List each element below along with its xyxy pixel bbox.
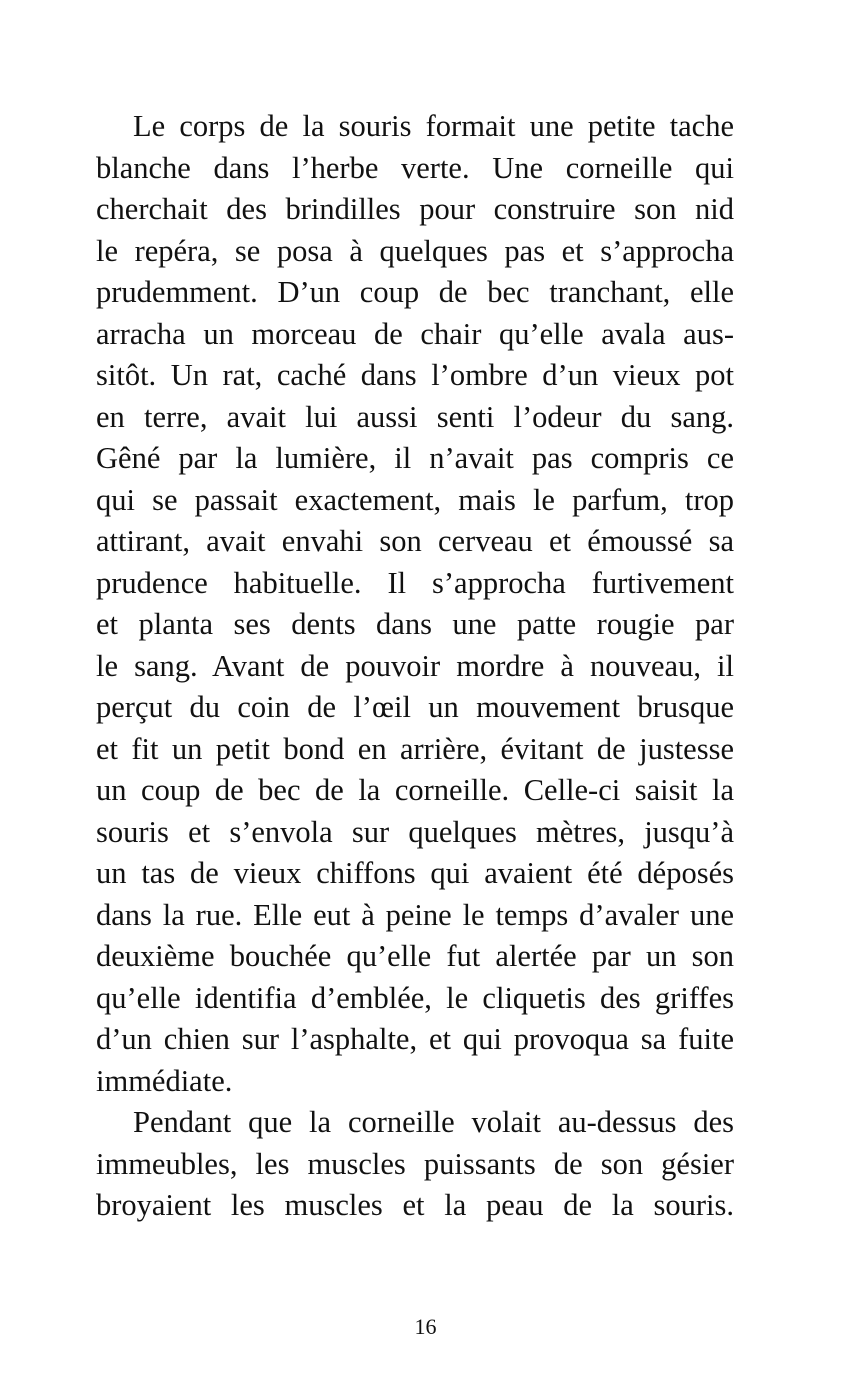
paragraph-1-line: le sang. Avant de pouvoir mordre à nouveau, il bbox=[96, 648, 734, 683]
paragraph-1-line: et planta ses dents dans une patte rougie par bbox=[96, 607, 734, 641]
paragraph-2-line: Pendant que la corneille volait au-dessus des bbox=[133, 1105, 734, 1139]
paragraph-1-line: un tas de vieux chiffons qui avaient été déposés bbox=[96, 856, 734, 890]
paragraph-2-line: immeubles, les muscles puissants de son gésier bbox=[96, 1146, 734, 1181]
paragraph-1-line: immédiate. bbox=[96, 1063, 233, 1098]
paragraph-1-line: blanche dans l’herbe verte. Une corneille qui bbox=[96, 150, 734, 185]
paragraph-1-line: et fit un petit bond en arrière, évitant de justesse bbox=[96, 731, 734, 766]
paragraph-1-line: d’un chien sur l’asphalte, et qui provoqua sa fuite bbox=[96, 1022, 734, 1056]
paragraph-1-line: deuxième bouchée qu’elle fut alertée par un son bbox=[96, 939, 734, 973]
page-number: 16 bbox=[414, 1314, 437, 1339]
paragraph-1-line: Le corps de la souris formait une petite tache bbox=[133, 109, 734, 143]
paragraph-2-line: broyaient les muscles et la peau de la souris. bbox=[96, 1188, 734, 1222]
paragraph-1-line: dans la rue. Elle eut à peine le temps d’avaler une bbox=[96, 897, 734, 932]
paragraph-1-line: Gêné par la lumière, il n’avait pas compris ce bbox=[96, 441, 734, 475]
paragraph-1-line: attirant, avait envahi son cerveau et émoussé sa bbox=[96, 524, 734, 558]
paragraph-1-line: souris et s’envola sur quelques mètres, jusqu’à bbox=[96, 814, 734, 849]
body-text bbox=[96, 106, 734, 1227]
paragraph-1-line: perçut du coin de l’œil un mouvement brusque bbox=[96, 690, 734, 724]
paragraph-1-line: arracha un morceau de chair qu’elle avala aus- bbox=[96, 316, 734, 351]
paragraph-1-line: un coup de bec de la corneille. Celle-ci saisit la bbox=[96, 773, 734, 807]
paragraph-1-line: prudemment. D’un coup de bec tranchant, elle bbox=[96, 275, 734, 309]
paragraph-1-line: qu’elle identifia d’emblée, le cliquetis des griffes bbox=[96, 980, 734, 1015]
paragraph-1-line: sitôt. Un rat, caché dans l’ombre d’un vieux pot bbox=[96, 358, 734, 392]
paragraph-1-line: qui se passait exactement, mais le parfum, trop bbox=[96, 482, 734, 517]
paragraph-1-line: le repéra, se posa à quelques pas et s’approcha bbox=[96, 233, 734, 268]
paragraph-1-line: cherchait des brindilles pour construire son nid bbox=[96, 192, 734, 226]
paragraph-1-line: en terre, avait lui aussi senti l’odeur du sang. bbox=[96, 399, 734, 434]
paragraph-1-line: prudence habituelle. Il s’approcha furtivement bbox=[96, 565, 734, 600]
